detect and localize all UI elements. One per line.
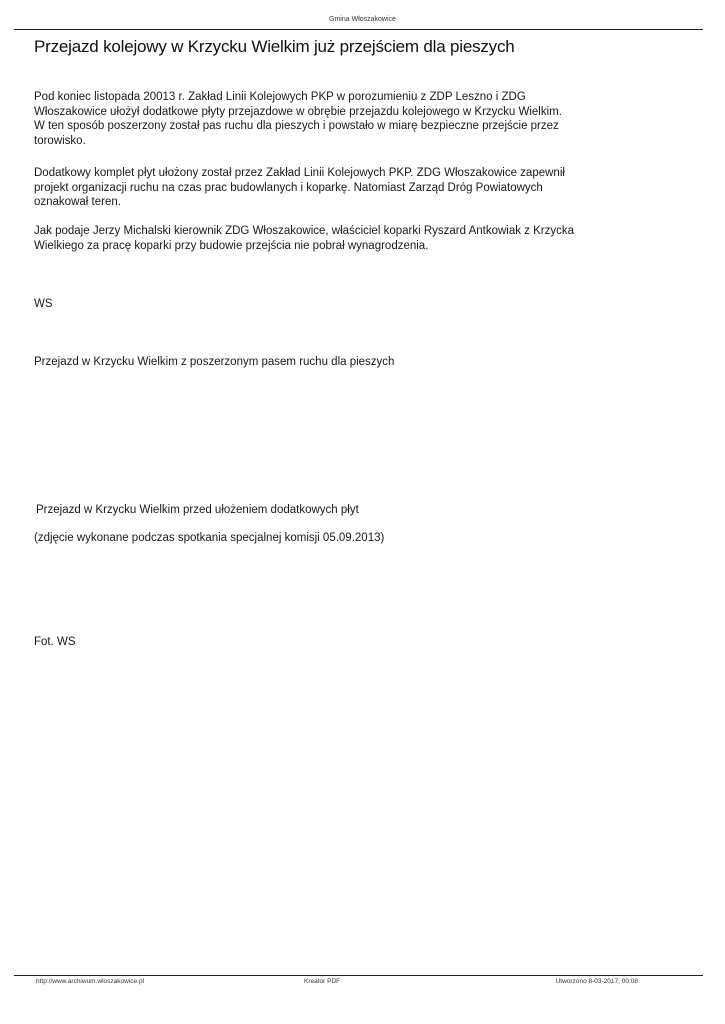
- photo-credit: Fot. WS: [34, 636, 76, 648]
- photo-caption-2: Przejazd w Krzycku Wielkim przed ułożeniem dodatkowych płyt: [36, 504, 359, 516]
- article-paragraph-2: Dodatkowy komplet płyt ułożony został przez Zakład Linii Kolejowych PKP. ZDG Włoszakowice zapewnił projekt organizacji ruchu na czas prac budowlanych i koparkę. Natomiast Zarząd Dróg Powiatowych oznakował teren.: [34, 167, 565, 208]
- author-signature: WS: [34, 298, 53, 310]
- article-title: Przejazd kolejowy w Krzycku Wielkim już przejściem dla pieszych: [34, 37, 515, 56]
- page-footer: [36, 978, 638, 988]
- footer-created-date: Utworzono 8-03-2017, 00:08: [555, 978, 638, 985]
- footer-url-link[interactable]: http://www.archiwum.wloszakowice.pl: [36, 978, 145, 985]
- footer-divider: [14, 975, 703, 976]
- footer-generator: Kreator PDF: [304, 978, 341, 985]
- article-paragraph-3: Jak podaje Jerzy Michalski kierownik ZDG Włoszakowice, właściciel koparki Ryszard Antkowiak z Krzycka Wielkiego za pracę koparki przy budowie przejścia nie pobrał wynagrodzenia.: [34, 225, 575, 252]
- photo-caption-1: Przejazd w Krzycku Wielkim z poszerzonym pasem ruchu dla pieszych: [34, 356, 395, 368]
- article-paragraph-1: Pod koniec listopada 20013 r. Zakład Linii Kolejowych PKP w porozumieniu z ZDP Leszno i ZDG Włoszakowice ułożył dodatkowe płyty przejazdowe w obrębie przejazdu kolejowego w Krzycku Wielkim. W ten sposób poszerzony został pas ruchu dla pieszych i powstało w miarę bezpieczne przejście przez torowisko.: [34, 91, 562, 147]
- header-divider: [14, 29, 703, 30]
- photo-caption-3: (zdjęcie wykonane podczas spotkania specjalnej komisji 05.09.2013): [34, 532, 385, 544]
- header-site-name: Gmina Włoszakowice: [329, 16, 396, 23]
